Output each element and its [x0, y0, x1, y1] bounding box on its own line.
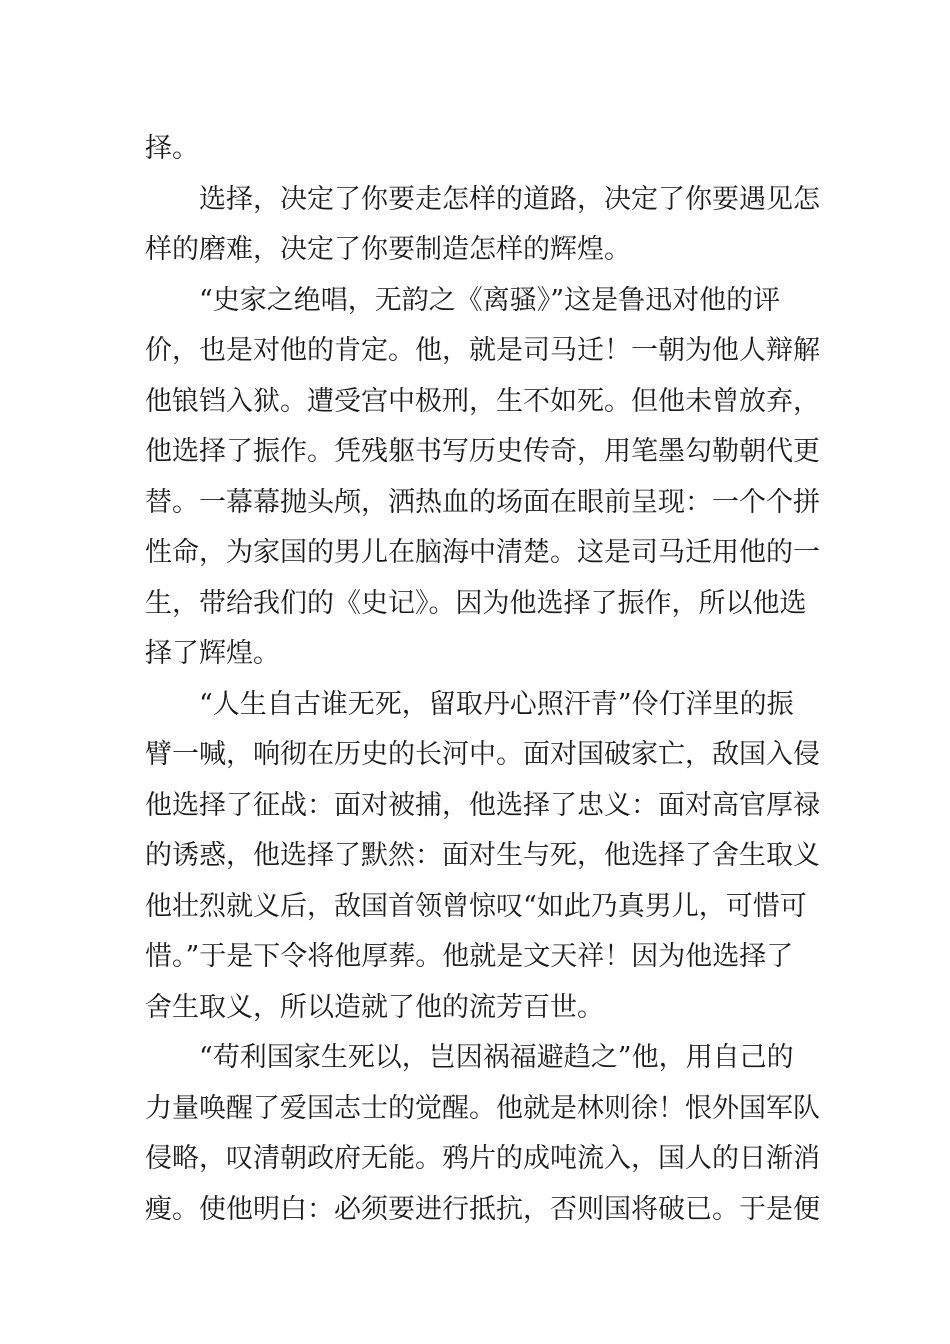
text-line: 性命，为家国的男儿在脑海中清楚。这是司马迁用他的一: [145, 537, 820, 568]
text-line: 他选择了振作。凭残躯书写历史传奇，用笔墨勾勒朝代更: [145, 436, 820, 467]
text-line: 生，带给我们的《史记》。因为他选择了振作，所以他选: [145, 587, 807, 619]
text-line: 替。一幕幕抛头颅，洒热血的场面在眼前呈现：一个个拼: [145, 486, 820, 518]
text-line: 他锒铛入狱。遭受宫中极刑，生不如死。但他未曾放弃，: [145, 385, 820, 417]
text-line: 样的磨难，决定了你要制造怎样的辉煌。: [145, 234, 631, 265]
text-line: 臂一喊，响彻在历史的长河中。面对国破家亡，敌国入侵: [145, 739, 820, 770]
text-line: 的诱惑，他选择了默然：面对生与死，他选择了舍生取义: [145, 840, 820, 871]
body-text: [145, 124, 820, 1235]
text-line: 瘦。使他明白：必须要进行抵抗，否则国将破已。于是便: [145, 1193, 820, 1225]
text-line: 惜。”于是下令将他厚葬。他就是文天祥！因为他选择了: [145, 941, 794, 972]
text-line: 力量唤醒了爱国志士的觉醒。他就是林则徐！恨外国军队: [145, 1092, 820, 1124]
text-line: 选择，决定了你要走怎样的道路，决定了你要遇见怎: [145, 183, 820, 215]
text-line: “史家之绝唱，无韵之《离骚》”这是鲁迅对他的评: [145, 284, 781, 316]
text-line: 择。: [145, 133, 199, 164]
text-line: 他选择了征战：面对被捕，他选择了忠义：面对高官厚禄: [145, 789, 820, 821]
text-line: 择了辉煌。: [145, 638, 280, 669]
text-line: 价，也是对他的肯定。他，就是司马迁！一朝为他人辩解: [145, 335, 820, 366]
text-line: 侵略，叹清朝政府无能。鸦片的成吨流入，国人的日渐消: [145, 1143, 820, 1174]
text-line: “苟利国家生死以，岂因祸福避趋之”他，用自己的: [145, 1042, 794, 1073]
text-line: “人生自古谁无死，留取丹心照汗青”伶仃洋里的振: [145, 688, 794, 720]
text-line: 舍生取义，所以造就了他的流芳百世。: [145, 991, 604, 1023]
text-line: 他壮烈就义后，敌国首领曾惊叹“如此乃真男儿，可惜可: [145, 890, 807, 922]
